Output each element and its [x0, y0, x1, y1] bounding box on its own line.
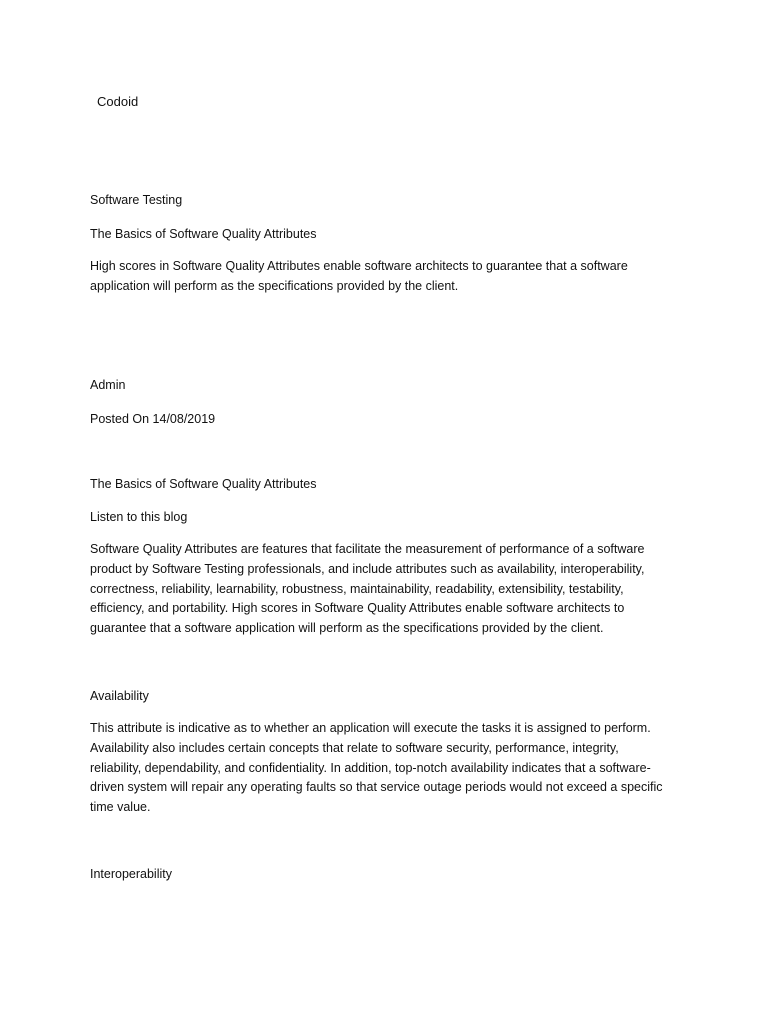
intro-line: High scores in Software Quality Attributes enable software architects to guarantee that a software: [90, 259, 628, 273]
body-line: correctness, reliability, learnability, robustness, maintainability, readability, extensibility, testability,: [90, 581, 624, 596]
author-name: Admin: [90, 378, 126, 392]
body-line: guarantee that a software application will perform as the specifications provided by the client.: [90, 621, 604, 636]
body-line: product by Software Testing professionals, and include attributes such as availability, interoperability,: [90, 561, 645, 576]
body-line: efficiency, and portability. High scores in Software Quality Attributes enable software architects to: [90, 601, 625, 616]
body-line: Software Quality Attributes are features that facilitate the measurement of performance of a software: [90, 542, 645, 556]
listen-link: Listen to this blog: [90, 510, 188, 524]
availability-line: Availability also includes certain concepts that relate to software security, performance, integrity,: [90, 740, 619, 755]
category-label: Software Testing: [90, 193, 183, 207]
availability-paragraph: [90, 719, 690, 818]
availability-line: This attribute is indicative as to whether an application will execute the tasks it is assigned to perform.: [90, 721, 651, 735]
posted-date: Posted On 14/08/2019: [90, 412, 216, 426]
intro-line: application will perform as the specifications provided by the client.: [90, 278, 459, 293]
article-title: The Basics of Software Quality Attributes: [90, 477, 317, 491]
body-paragraph: [90, 540, 690, 639]
availability-heading: Availability: [90, 689, 149, 703]
availability-line: time value.: [90, 800, 151, 815]
brand-name: Codoid: [97, 94, 139, 109]
intro-paragraph: [90, 257, 690, 297]
availability-line: driven system will repair any operating faults so that service outage periods would not exceed a specific: [90, 780, 663, 795]
page-title: The Basics of Software Quality Attributes: [90, 227, 317, 241]
interoperability-heading: Interoperability: [90, 867, 172, 881]
availability-line: reliability, dependability, and confidentiality. In addition, top-notch availability indicates that a software-: [90, 760, 651, 775]
